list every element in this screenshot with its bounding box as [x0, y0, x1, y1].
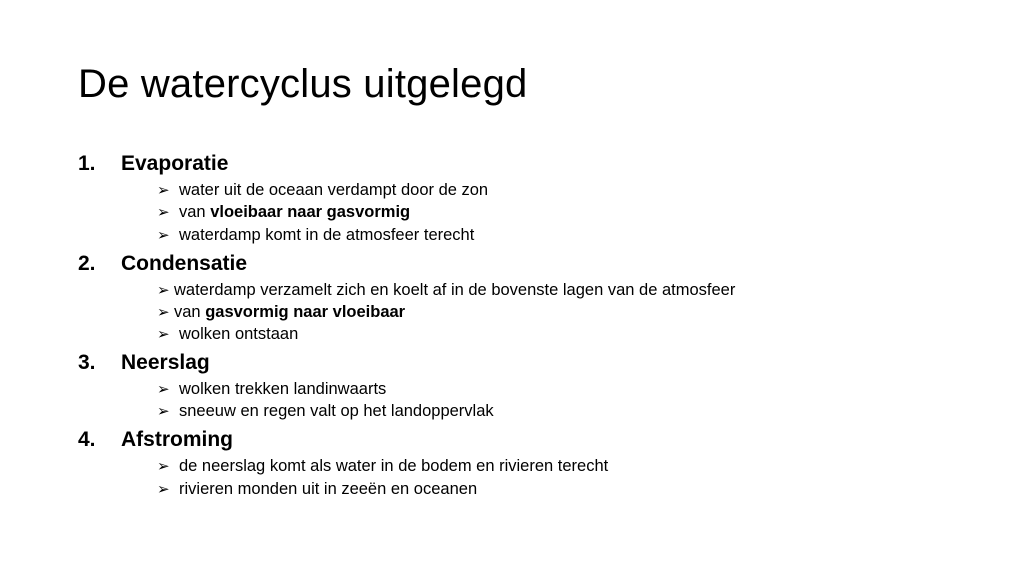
section-title: Neerslag: [121, 351, 210, 374]
arrow-bullet-icon: ➢: [157, 326, 170, 343]
arrow-bullet-icon: ➢: [157, 458, 170, 475]
section-heading-afstroming: [78, 428, 233, 452]
bullet-item: [157, 202, 410, 223]
bullet-text: rivieren monden uit in zeeën en oceanen: [179, 480, 478, 498]
bullet-text: water uit de oceaan verdampt door de zon: [179, 181, 489, 199]
bullet-text: sneeuw en regen valt op het landoppervlak: [179, 402, 494, 420]
slide-title: De watercyclus uitgelegd: [78, 62, 528, 106]
section-heading-evaporatie: [78, 152, 228, 176]
bullet-text: van: [174, 303, 206, 321]
section-heading-neerslag: [78, 351, 210, 375]
bullet-emphasis: gasvormig naar vloeibaar: [205, 303, 406, 321]
section-number: 3.: [78, 351, 96, 374]
arrow-bullet-icon: ➢: [157, 204, 170, 221]
bullet-text: van: [179, 203, 211, 221]
bullet-item: [157, 401, 494, 422]
bullet-text: waterdamp verzamelt zich en koelt af in de bovenste lagen van de atmosfeer: [174, 281, 736, 299]
bullet-text: de neerslag komt als water in de bodem en rivieren terecht: [179, 457, 609, 475]
section-number: 2.: [78, 252, 96, 275]
section-title: Condensatie: [121, 252, 248, 275]
bullet-item: [157, 324, 298, 345]
arrow-bullet-icon: ➢: [157, 182, 170, 199]
bullet-text: waterdamp komt in de atmosfeer terecht: [179, 226, 475, 244]
bullet-item: [157, 479, 477, 500]
arrow-bullet-icon: ➢: [157, 481, 170, 498]
bullet-text: wolken trekken landinwaarts: [179, 380, 387, 398]
section-number: 1.: [78, 152, 96, 175]
section-number: 4.: [78, 428, 96, 451]
bullet-text: wolken ontstaan: [179, 325, 299, 343]
bullet-item: [157, 302, 405, 323]
bullet-item: [157, 379, 386, 400]
arrow-bullet-icon: ➢: [157, 381, 170, 398]
bullet-item: [157, 225, 474, 246]
arrow-bullet-icon: ➢: [157, 282, 170, 299]
arrow-bullet-icon: ➢: [157, 227, 170, 244]
section-title: Evaporatie: [121, 152, 229, 175]
bullet-item: [157, 180, 488, 201]
bullet-item: [157, 280, 735, 301]
arrow-bullet-icon: ➢: [157, 403, 170, 420]
bullet-item: [157, 456, 608, 477]
bullet-emphasis: vloeibaar naar gasvormig: [210, 203, 411, 221]
section-heading-condensatie: [78, 252, 247, 276]
arrow-bullet-icon: ➢: [157, 304, 170, 321]
section-title: Afstroming: [121, 428, 233, 451]
